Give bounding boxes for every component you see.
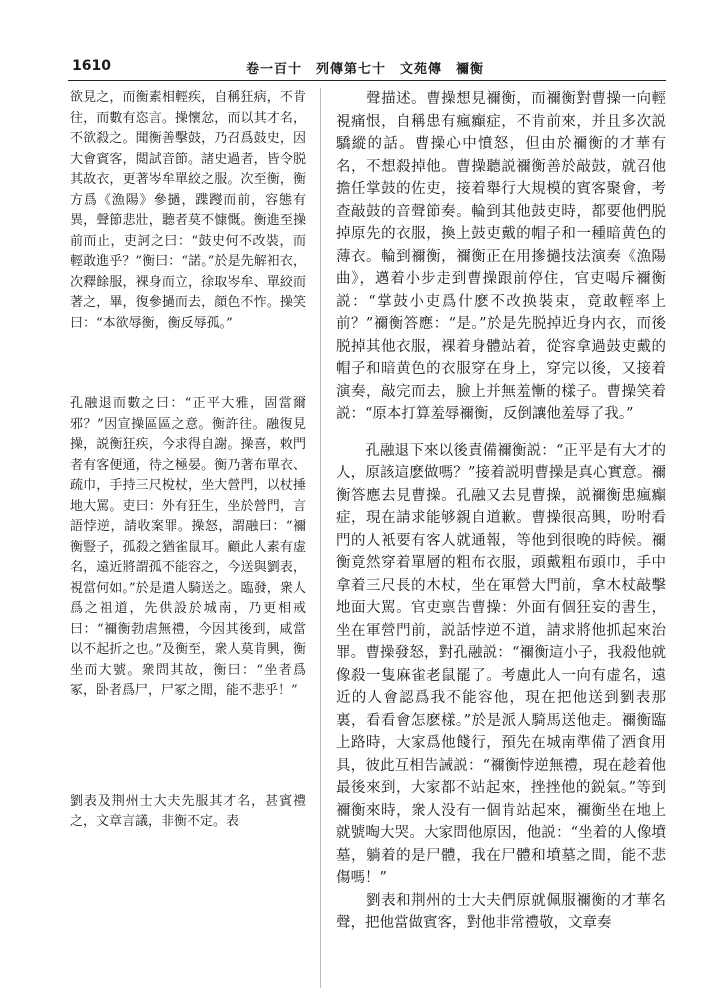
classical-paragraph-2: 孔融退而數之曰：“正平大雅，固當爾邪？”因宣操區區之意。衡許往。融復見操，説衡狂疾，今求得自謝。操喜，敕門者有客便通，待之極晏。衡乃著布單衣、疏巾，手持三尺梲杖，坐大營門，以杖捶地大罵。吏曰：外有狂生，坐於營門，言語悖逆，請收案罪。操怒，謂融曰：“禰衡豎子，孤殺之猶雀鼠耳。顧此人素有虚名，遠近將謂孤不能容之，今送與劉表，視當何如。”於是遣人騎送之。臨發，衆人爲之祖道，先供設於城南，乃更相戒曰：“禰衡勃虐無禮，今因其後到，咸當以不起折之也。”及衡至，衆人莫肯興，衡坐而大號。衆問其故，衡曰：“坐者爲冢，卧者爲尸，尸冢之閒，能不悲乎！”: [70, 396, 306, 698]
translation-paragraph-1: 聲描述。曹操想見禰衡，而禰衡對曹操一向輕視痛恨，自稱患有瘋癲症，不肯前來，并且多次説驕縱的話。曹操心中憤怒，但由於禰衡的才華有名，不想殺掉他。曹操聽説禰衡善於敲鼓，就召他擔任掌鼓的佐吏，接着舉行大規模的賓客聚會，考查敲鼓的音聲節奏。輪到其他鼓吏時，都要他們脱掉原先的衣服，換上鼓吏戴的帽子和一種暗黄色的薄衣。輪到禰衡，禰衡正在用摻撾技法演奏《漁陽曲》，邁着小步走到曹操跟前停住，官吏喝斥禰衡説：“掌鼓小吏爲什麽不改换裝束，竟敢輕率上前？”禰衡答應：“是。”於是先脱掉近身内衣，而後脱掉其他衣服，裸着身體站着，從容拿過鼓吏戴的帽子和暗黄色的衣服穿在身上，穿完以後，又接着演奏，敲完而去，臉上并無羞慚的樣子。曹操笑着説：“原本打算羞辱禰衡，反倒讓他羞辱了我。”: [336, 91, 666, 422]
running-header: 卷一百十 列傳第七十 文苑傳 禰衡: [246, 62, 485, 77]
translation-text-column: [336, 88, 666, 935]
classical-text-column: [70, 88, 306, 833]
classical-paragraph-1: 欲見之，而衡素相輕疾，自稱狂病，不肯往，而數有恣言。操懷忿，而以其才名，不欲殺之。聞衡善擊鼓，乃召爲鼓史，因大會賓客，閲試音節。諸史過者，皆令脱其故衣，更著岑牟單絞之服。次至衡，衡方爲《漁陽》參撾，蹀躞而前，容態有異，聲節悲壯，聽者莫不慷慨。衡進至操前而止，吏訶之曰：“鼓史何不改裝，而輕敢進乎？”衡曰：“諾。”於是先解衵衣，次釋餘服，裸身而立，徐取岑牟、單絞而著之，畢，復參撾而去，顔色不怍。操笑曰：“本欲辱衡，衡反辱孤。”: [70, 90, 306, 331]
translation-paragraph-2: 孔融退下來以後責備禰衡説：“正平是有大才的人，原該這麽做嗎？”接着説明曹操是真心實意。禰衡答應去見曹操。孔融又去見曹操，説禰衡患瘋癲症，現在請求能够親自道歉。曹操很高興，吩咐看門的人衹要有客人就通報，等他到很晚的時候。禰衡竟然穿着單層的粗布衣服，頭戴粗布頭巾，手中拿着三尺長的木杖，坐在軍營大門前，拿木杖敲擊地面大駡。官吏禀告曹操：外面有個狂妄的書生，坐在軍營門前，説話悖逆不道，請求將他抓起來治罪。曹操發怒，對孔融説：“禰衡這小子，我殺他就像殺一隻麻雀老鼠罷了。考慮此人一向有虚名，遠近的人會認爲我不能容他，現在把他送到劉表那裏，看看會怎麽樣。”於是派人騎馬送他走。禰衡臨上路時，大家爲他餞行，預先在城南準備了酒食用具，彼此互相告誡説：“禰衡悖逆無禮，現在趁着他最後來到，大家都不站起來，挫挫他的鋭氣。”等到禰衡來時，衆人没有一個肯站起來，禰衡坐在地上就號啕大哭。大家問他原因，他説：“坐着的人像墳墓，躺着的是尸體，我在尸體和墳墓之間，能不悲傷嗎！”: [336, 442, 666, 886]
header-rule: [68, 80, 666, 81]
classical-paragraph-3: 劉表及荆州士大夫先服其才名，甚賓禮之，文章言議，非衡不定。表: [70, 793, 306, 829]
translation-paragraph-3: 劉表和荆州的士大夫們原就佩服禰衡的才華名聲，把他當做賓客，對他非常禮敬，文章奏: [336, 892, 666, 931]
column-divider: [320, 88, 321, 988]
page-number: 1610: [72, 58, 111, 74]
